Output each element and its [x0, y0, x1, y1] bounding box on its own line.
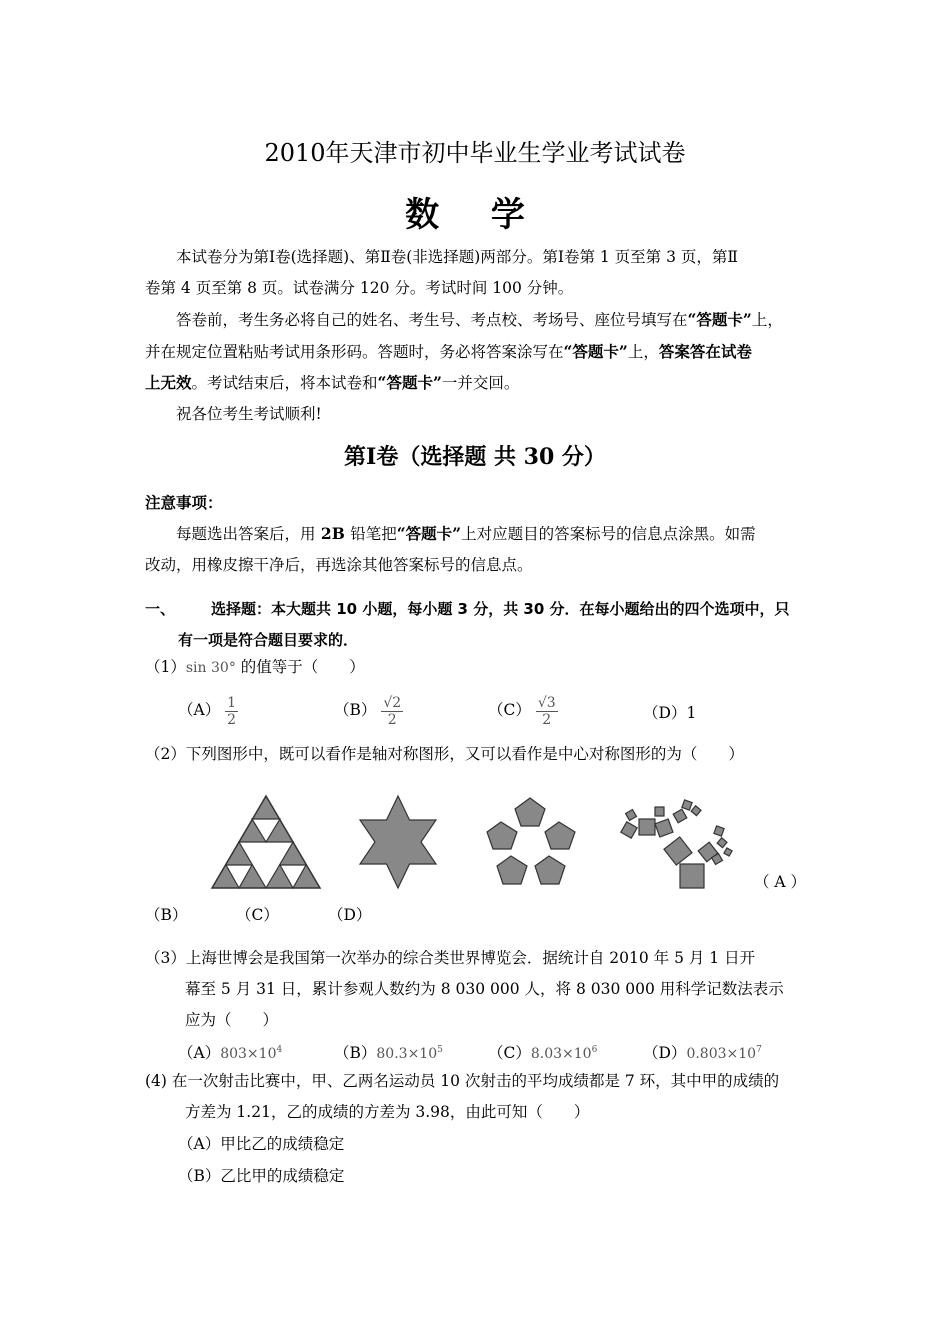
- math-base: 8.03×10: [530, 1046, 592, 1063]
- pentagon-ring-figure: [479, 794, 581, 890]
- option-label: （B）: [334, 1044, 377, 1063]
- answer-card-term: “答题卡”: [563, 342, 628, 361]
- tree-square: [680, 864, 704, 888]
- math-expression: sin 30°: [185, 660, 236, 676]
- question-4-option-b: （B）乙比甲的成绩稳定: [178, 1167, 345, 1185]
- intro-paragraph-2-line-2: [145, 336, 752, 368]
- text-segment: 一并交回。: [441, 374, 520, 392]
- option-label: （D）: [643, 704, 687, 722]
- emphasis-text: 答案答在试卷: [658, 342, 752, 361]
- numerator: √2: [383, 694, 402, 711]
- tree-square: [664, 837, 692, 865]
- math-exponent: 4: [276, 1045, 283, 1055]
- tree-square: [682, 800, 692, 810]
- question-3-line-3: 应为（ ）: [185, 1011, 279, 1029]
- question-3-line-2: 幕至 5 月 31 日，累计参观人数约为 8 030 000 人，将 8 030 000 用科学记数法表示: [185, 980, 784, 998]
- tree-square: [655, 807, 664, 816]
- question-text: 的值等于（ ）: [240, 658, 365, 676]
- intro-paragraph-2-line-3: [145, 367, 519, 399]
- question-4-option-a: （A）甲比乙的成绩稳定: [178, 1135, 345, 1153]
- emphasis-text: 上无效: [145, 373, 192, 392]
- text-segment: 并在规定位置粘贴考试用条形码。答题时，务必将答案涂写在: [145, 343, 564, 361]
- denominator: 2: [542, 711, 552, 728]
- text-segment: 每题选出答案后，用: [176, 525, 316, 543]
- intro-paragraph-1-line-1: 本试卷分为第Ⅰ卷(选择题)、第Ⅱ卷(非选择题)两部分。第Ⅰ卷第 1 页至第 3 页，第Ⅱ: [176, 248, 738, 266]
- notice-line-2: 改动，用橡皮擦干净后，再选涂其他答案标号的信息点。: [145, 556, 533, 574]
- tree-square: [639, 819, 655, 835]
- option-label: （C）: [488, 701, 531, 719]
- sierpinski-triangle-figure: [210, 794, 322, 890]
- pentagon: [487, 822, 517, 849]
- pencil-type: 2B: [315, 524, 351, 543]
- text-segment: 铅笔把: [350, 525, 397, 543]
- question-2-stem: （2）下列图形中，既可以看作是轴对称图形，又可以看作是中心对称图形的为（ ）: [145, 745, 744, 763]
- math-base: 80.3×10: [376, 1046, 438, 1063]
- part-instruction-line-1: 选择题：本大题共 10 小题，每小题 3 分，共 30 分．在每小题给出的四个选项中，只: [211, 600, 790, 618]
- math-exponent: 5: [437, 1045, 443, 1055]
- text-segment: 上，: [751, 311, 783, 329]
- option-label: （A）: [178, 1044, 221, 1063]
- question-2-option-a: （ A ）: [754, 873, 807, 891]
- exam-title: 2010年天津市初中毕业生学业考试试卷: [264, 139, 686, 167]
- question-1-option-b: [334, 694, 403, 728]
- text-segment: 。考试结束后，将本试卷和: [191, 374, 378, 392]
- option-value: 1: [686, 704, 697, 722]
- text-segment: 答卷前，考生务必将自己的姓名、考生号、考点校、考场号、座位号填写在: [176, 311, 688, 329]
- text-segment: 上对应题目的答案标号的信息点涂黑。如需: [461, 525, 756, 543]
- question-2-option-c: （C）: [236, 906, 279, 924]
- question-4-line-2: 方差为 1.21，乙的成绩的方差为 3.98，由此可知（ ）: [185, 1103, 590, 1121]
- numerator: 1: [227, 694, 237, 711]
- intro-paragraph-3: 祝各位考生考试顺利!: [176, 405, 322, 423]
- question-1-option-a: [178, 694, 238, 728]
- section-title: 第Ⅰ卷（选择题 共 30 分）: [344, 444, 606, 470]
- tree-square: [621, 822, 637, 838]
- denominator: 2: [227, 711, 237, 728]
- math-base: 0.803×10: [686, 1046, 757, 1063]
- intro-paragraph-1-line-2: 卷第 4 页至第 8 页。试卷满分 120 分。考试时间 100 分钟。: [145, 279, 574, 297]
- tree-square: [626, 810, 637, 821]
- math-exponent: 6: [591, 1045, 598, 1055]
- tree-square: [724, 848, 732, 856]
- question-4-line-1: (4) 在一次射击比赛中，甲、乙两名运动员 10 次射击的平均成绩都是 7 环，其中甲的成绩的: [145, 1072, 780, 1090]
- question-2-option-d: （D）: [328, 906, 372, 924]
- intro-paragraph-2-line-1: [176, 304, 783, 336]
- question-3-line-1: （3）上海世博会是我国第一次举办的综合类世界博览会．据统计自 2010 年 5 月 1 日开: [145, 949, 756, 967]
- math-exponent: 7: [756, 1045, 762, 1055]
- answer-card-term: “答题卡”: [687, 310, 752, 329]
- question-1-option-d: [643, 697, 696, 729]
- tree-square: [673, 809, 687, 823]
- star-shape: [360, 796, 436, 888]
- pentagon: [545, 822, 575, 849]
- six-pointed-star-figure: [355, 794, 441, 890]
- pentagon: [535, 856, 565, 884]
- fraction: [536, 695, 558, 728]
- fraction: [225, 695, 238, 728]
- tree-square: [717, 838, 727, 848]
- option-label: （A）: [178, 701, 221, 719]
- notice-line-1: [176, 518, 756, 550]
- math-base: 803×10: [220, 1046, 277, 1063]
- fraction: [381, 695, 403, 728]
- question-1-option-c: [488, 694, 558, 728]
- tree-square: [691, 806, 701, 816]
- subject-title: 数 学: [405, 195, 545, 235]
- option-label: （C）: [488, 1044, 531, 1063]
- tree-square: [655, 819, 673, 837]
- numerator: √3: [537, 694, 556, 711]
- question-2-option-b: （B）: [145, 906, 188, 924]
- tree-square: [714, 826, 724, 836]
- question-number: （1）: [145, 658, 186, 676]
- denominator: 2: [387, 711, 397, 728]
- answer-card-term: “答题卡”: [396, 524, 462, 543]
- option-label: （B）: [334, 701, 377, 719]
- text-segment: 上，: [627, 343, 659, 361]
- part-number: 一、: [145, 600, 176, 618]
- part-instruction-line-2: 有一项是符合题目要求的．: [178, 631, 359, 649]
- notice-label: 注意事项：: [145, 493, 223, 512]
- question-1-stem: [145, 651, 365, 684]
- pentagon: [497, 856, 527, 884]
- answer-card-term: “答题卡”: [377, 373, 442, 392]
- pythagoras-tree-figure: [617, 797, 739, 893]
- option-label: （D）: [643, 1044, 687, 1063]
- pentagon: [515, 798, 545, 826]
